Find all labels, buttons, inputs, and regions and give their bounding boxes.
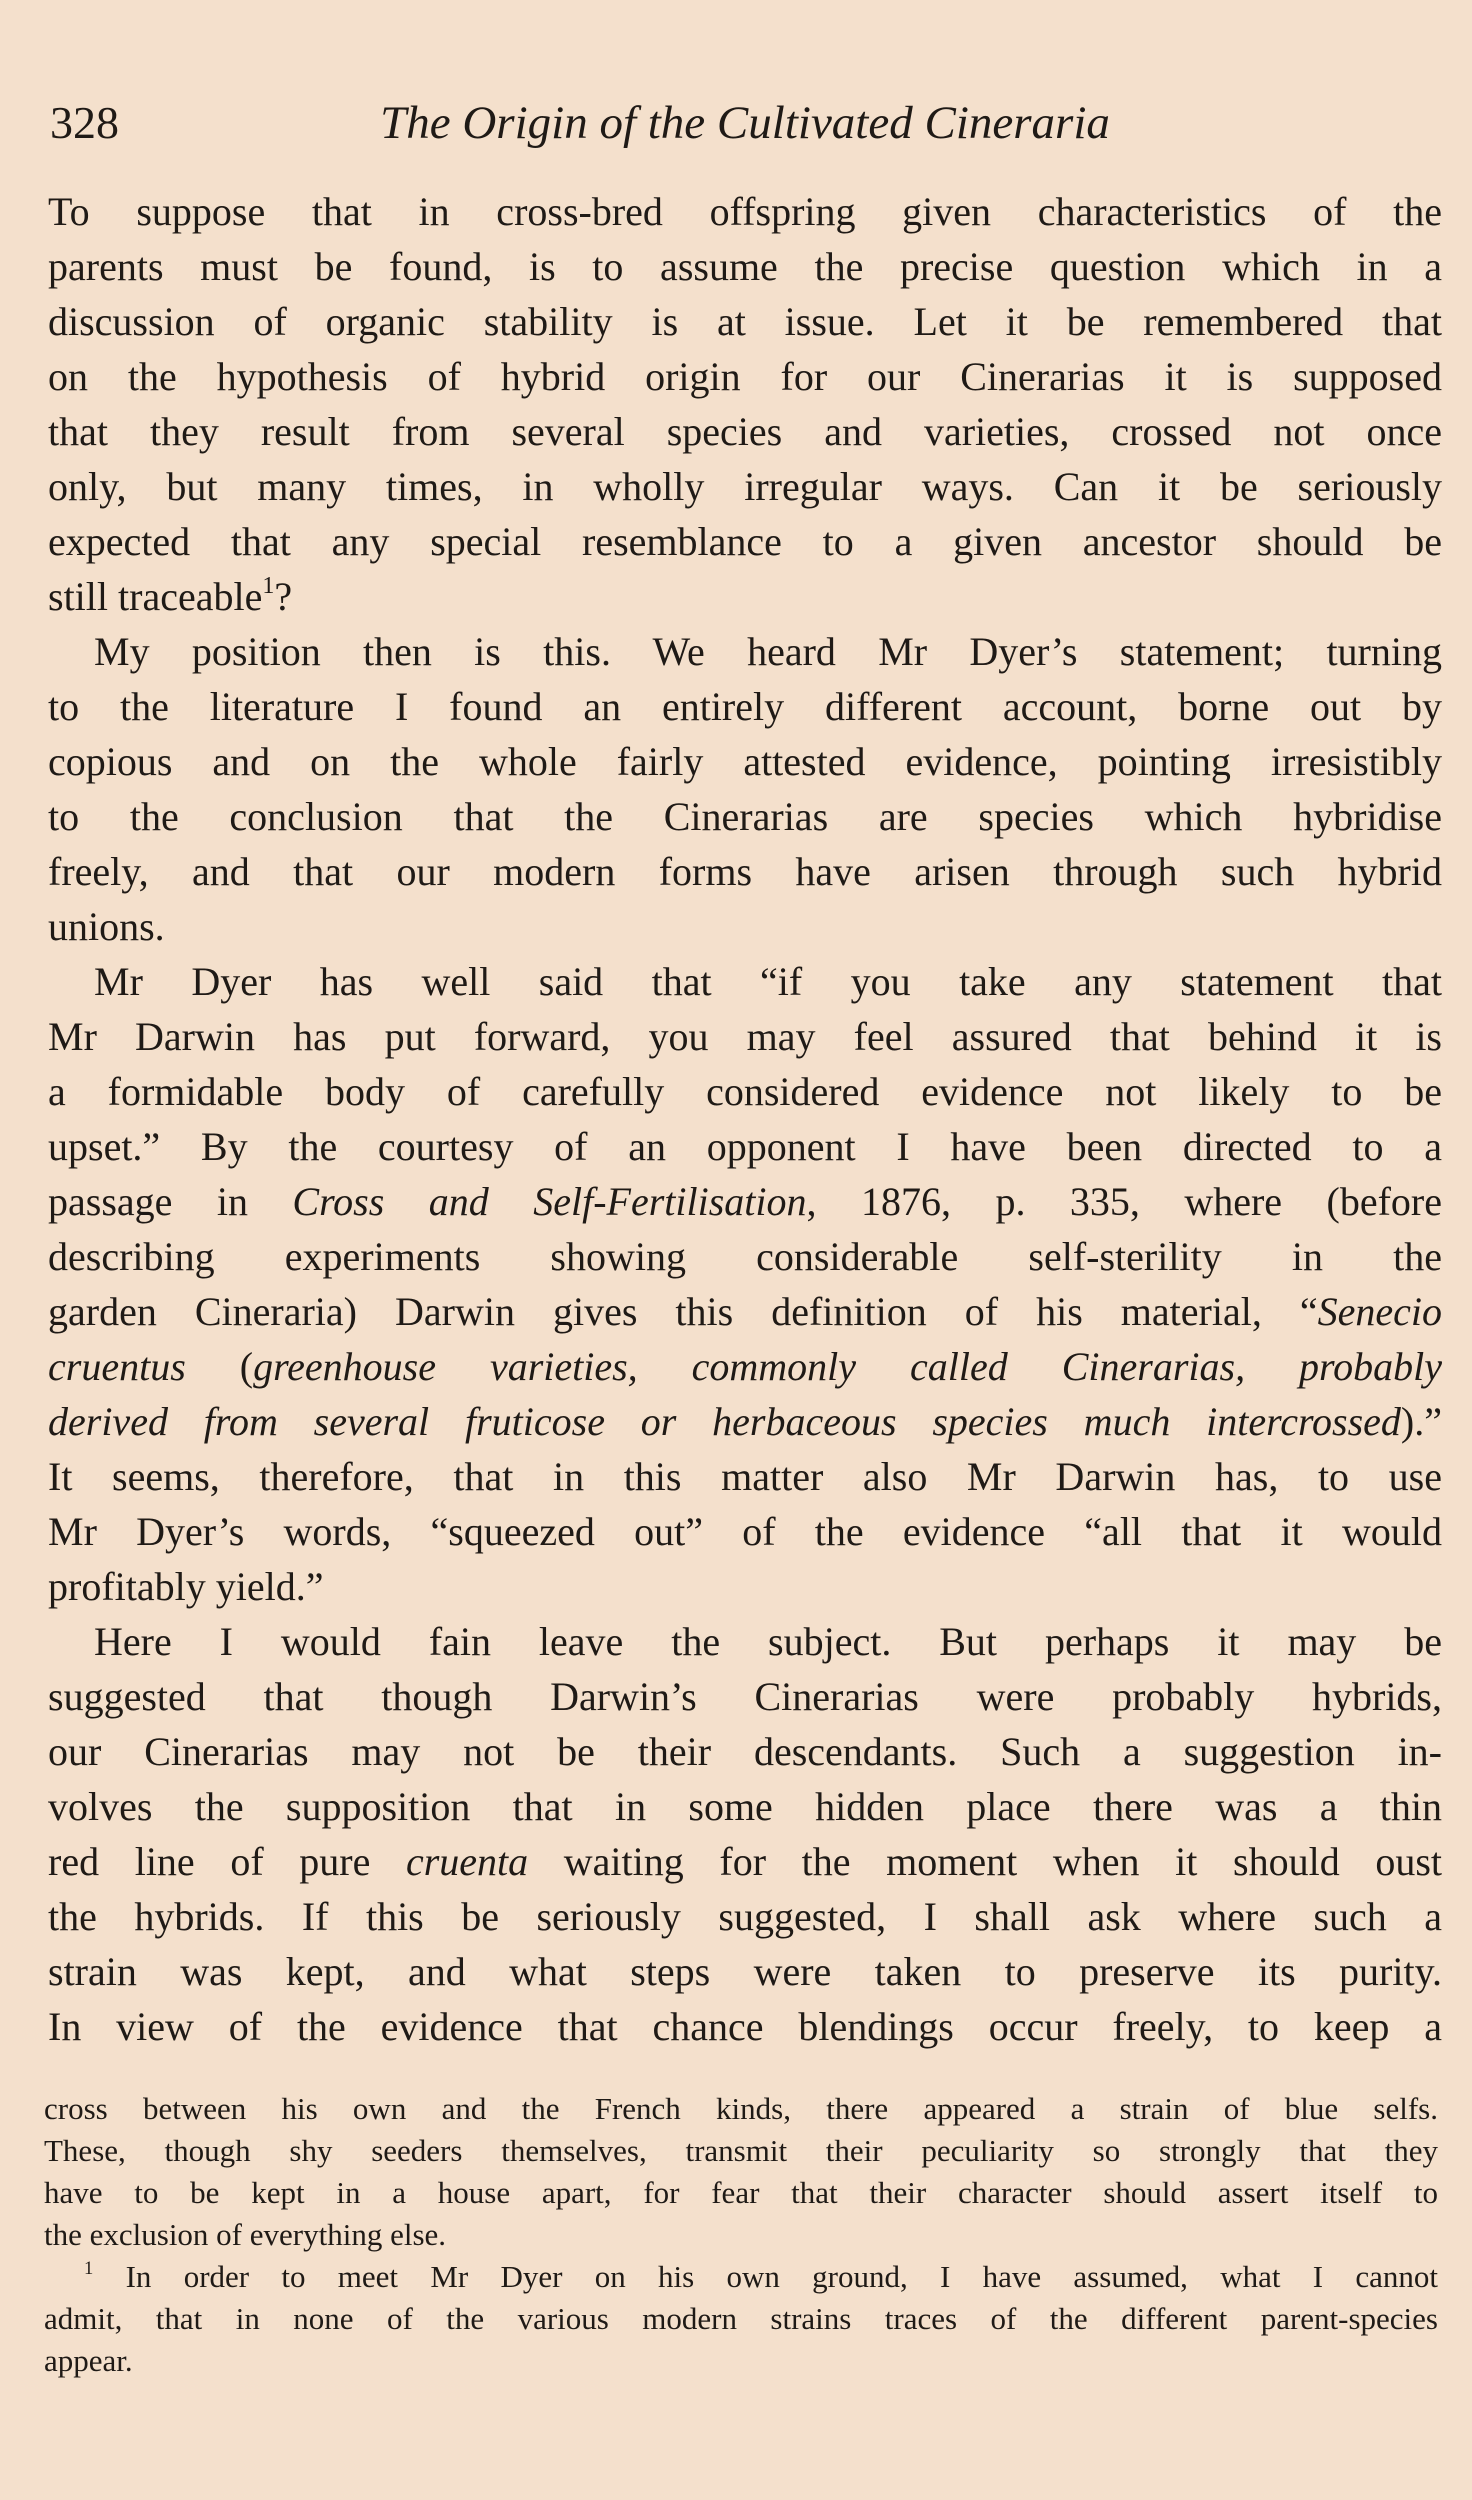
text-line: upset.” By the courtesy of an opponent I have been directed to a bbox=[48, 1124, 1442, 1169]
italic-quote: cruentus bbox=[48, 1344, 186, 1389]
text-line: expected that any special resemblance to a given ancestor should be bbox=[48, 519, 1442, 564]
text-line: describing experiments showing considerable self-sterility in the bbox=[48, 1234, 1442, 1279]
book-title: Cross and Self-Fertilisation bbox=[292, 1179, 807, 1224]
text-segment: still traceable bbox=[48, 574, 263, 619]
text-segment: In order to meet Mr Dyer on his own ground, I have assumed, what I cannot bbox=[125, 2259, 1439, 2294]
text-line: suggested that though Darwin’s Cinerarias were probably hybrids, bbox=[48, 1674, 1442, 1719]
text-line bbox=[48, 569, 1442, 624]
footnotes bbox=[44, 2088, 1438, 2382]
footnote-marker: 1 bbox=[84, 2257, 94, 2279]
text-line bbox=[48, 1394, 1442, 1449]
page-number: 328 bbox=[50, 97, 119, 148]
text-line: My position then is this. We heard Mr Dyer’s statement; turning bbox=[94, 629, 1442, 674]
text-segment: waiting for the moment when it should oust bbox=[528, 1839, 1442, 1884]
text-line: volves the supposition that in some hidden place there was a thin bbox=[48, 1784, 1442, 1829]
text-line: unions. bbox=[48, 904, 165, 949]
text-line: Mr Dyer has well said that “if you take any statement that bbox=[94, 959, 1442, 1004]
text-segment: red line of pure bbox=[48, 1839, 406, 1884]
text-line: strain was kept, and what steps were taken to preserve its purity. bbox=[48, 1949, 1442, 1994]
text-line: the hybrids. If this be seriously suggested, I shall ask where such a bbox=[48, 1894, 1442, 1939]
footnote-line bbox=[44, 2256, 1438, 2298]
text-line: on the hypothesis of hybrid origin for our Cinerarias it is supposed bbox=[48, 354, 1442, 399]
text-line: only, but many times, in wholly irregular ways. Can it be seriously bbox=[48, 464, 1442, 509]
text-line bbox=[48, 1284, 1442, 1339]
italic-quote: Senecio bbox=[1317, 1289, 1442, 1334]
footnote-line: admit, that in none of the various modern strains traces of the different parent-species bbox=[44, 2301, 1438, 2336]
text-line: Mr Dyer’s words, “squeezed out” of the evidence “all that it would bbox=[48, 1509, 1442, 1554]
page-header bbox=[50, 88, 1440, 158]
footnote-line: have to be kept in a house apart, for fear that their character should assert itself to bbox=[44, 2175, 1438, 2210]
footnote-line: cross between his own and the French kinds, there appeared a strain of blue selfs. bbox=[44, 2091, 1438, 2126]
text-line: to the conclusion that the Cinerarias are species which hybridise bbox=[48, 794, 1442, 839]
italic-quote: greenhouse varieties, commonly called Cinerarias, probably bbox=[253, 1344, 1442, 1389]
text-line bbox=[48, 1174, 1442, 1229]
text-line: to the literature I found an entirely different account, borne out by bbox=[48, 684, 1442, 729]
text-line: discussion of organic stability is at issue. Let it be remembered that bbox=[48, 299, 1442, 344]
italic-term: cruenta bbox=[405, 1839, 529, 1884]
footnote-line: appear. bbox=[44, 2343, 133, 2378]
text-line: profitably yield.” bbox=[48, 1564, 324, 1609]
text-line: parents must be found, is to assume the precise question which in a bbox=[48, 244, 1442, 289]
text-line: freely, and that our modern forms have arisen through such hybrid bbox=[48, 849, 1442, 894]
text-line: It seems, therefore, that in this matter also Mr Darwin has, to use bbox=[48, 1454, 1442, 1499]
text-line: In view of the evidence that chance blendings occur freely, to keep a bbox=[48, 2004, 1442, 2049]
text-line: a formidable body of carefully considered evidence not likely to be bbox=[48, 1069, 1442, 1114]
text-segment: ? bbox=[274, 574, 293, 619]
text-line: copious and on the whole fairly attested evidence, pointing irresistibly bbox=[48, 739, 1442, 784]
text-segment: ).” bbox=[1400, 1399, 1442, 1444]
text-line bbox=[48, 1834, 1442, 1889]
text-segment: , 1876, p. 335, where (before bbox=[806, 1179, 1442, 1224]
text-line bbox=[48, 1339, 1442, 1394]
footnote-line: the exclusion of everything else. bbox=[44, 2217, 447, 2252]
text-line: our Cinerarias may not be their descendants. Such a suggestion in- bbox=[48, 1729, 1442, 1774]
italic-quote: derived from several fruticose or herbaceous species much intercrossed bbox=[48, 1399, 1401, 1444]
text-line: that they result from several species and varieties, crossed not once bbox=[48, 409, 1442, 454]
text-segment: ( bbox=[185, 1344, 254, 1389]
footnote-line: These, though shy seeders themselves, transmit their peculiarity so strongly that they bbox=[44, 2133, 1438, 2168]
text-line: Here I would fain leave the subject. But perhaps it may be bbox=[94, 1619, 1442, 1664]
text-segment: passage in bbox=[48, 1179, 293, 1224]
running-title: The Origin of the Cultivated Cineraria bbox=[380, 97, 1110, 149]
footnote-reference: 1 bbox=[262, 573, 275, 600]
body-text bbox=[48, 184, 1442, 2054]
text-line: To suppose that in cross-bred offspring given characteristics of the bbox=[48, 189, 1442, 234]
text-line: Mr Darwin has put forward, you may feel assured that behind it is bbox=[48, 1014, 1442, 1059]
text-segment: garden Cineraria) Darwin gives this definition of his material, “ bbox=[48, 1289, 1318, 1334]
